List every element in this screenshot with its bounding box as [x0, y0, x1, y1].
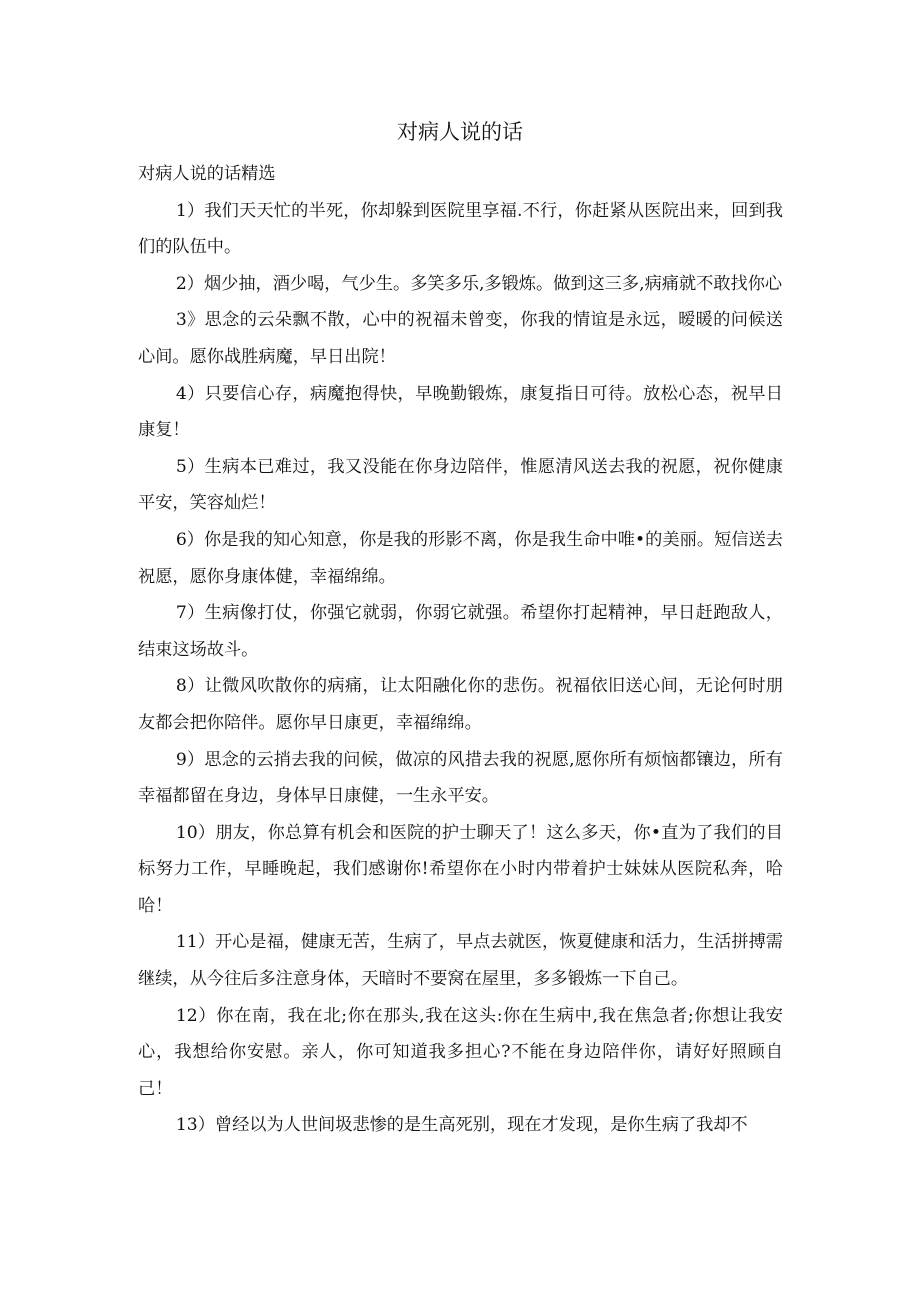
paragraph-4: 4）只要信心存，病魔抱得快，早晚勤锻炼，康复指日可待。放松心态，祝早日康复！ — [138, 383, 783, 441]
paragraph-5: 5）生病本已难过，我又没能在你身边陪伴，惟愿清风送去我的祝愿，祝你健康平安，笑容灿烂！ — [138, 456, 783, 514]
document-title: 对病人说的话 — [397, 120, 523, 144]
paragraph-11: 11）开心是福，健康无苦，生病了，早点去就医，恢夏健康和活力，生活拼搏需继续，从今往后多注意身体，天暗时不要窝在屋里，多多锻炼一下自己。 — [138, 932, 783, 990]
paragraph-1: 1）我们天天忙的半死，你却躲到医院里享福.不行，你赶紧从医院出来，回到我们的队伍中。 — [138, 200, 783, 258]
paragraph-13: 13）曾经以为人世间圾悲惨的是生高死别，现在才发现，是你生病了我却不 — [175, 1115, 748, 1136]
paragraph-12: 12）你在南，我在北;你在那头,我在这头:你在生病中,我在焦急者;你想让我安心，我想给你安慰。亲人，你可知道我多担心?不能在身边陪伴你，请好好照顾自己！ — [138, 1005, 783, 1099]
paragraph-3: 3》思念的云朵飘不散，心中的祝福未曾变，你我的情谊是永远，暧暖的问候送心间。愿你战胜病魔，早日出院！ — [138, 310, 783, 367]
paragraph-7: 7）生病像打仗，你强它就弱，你弱它就强。希望你打起精神，早日赶跑敌人，结束这场故斗。 — [138, 603, 783, 660]
document-body — [138, 156, 783, 1144]
paragraph-2: 2）烟少抽，酒少喝，气少生。多笑多乐,多锻炼。做到这三多,病痛就不敢找你心 — [175, 273, 783, 294]
paragraph-10: 10）朋友，你总算有机会和医院的护士聊天了！这么多天，你•直为了我们的目标努力工作，早睡晚起，我们感谢你!希望你在小时内带着护士妹妹从医院私奔，哈哈！ — [138, 822, 783, 916]
document-subtitle: 对病人说的话精选 — [138, 164, 276, 184]
paragraph-8: 8）让微风吹散你的病痛，让太阳融化你的悲伤。祝福依旧送心间，无论何时朋友都会把你陪伴。愿你早日康更，幸福绵绵。 — [138, 676, 783, 733]
paragraph-9: 9）思念的云捎去我的问候，做凉的风措去我的祝愿,愿你所有烦恼都镶边，所有幸福都留在身边，身体早日康健，一生永平安。 — [138, 749, 783, 807]
paragraph-6: 6）你是我的知心知意，你是我的形影不离，你是我生命中唯•的美丽。短信送去祝愿，愿你身康体健，幸福绵绵。 — [138, 529, 783, 587]
